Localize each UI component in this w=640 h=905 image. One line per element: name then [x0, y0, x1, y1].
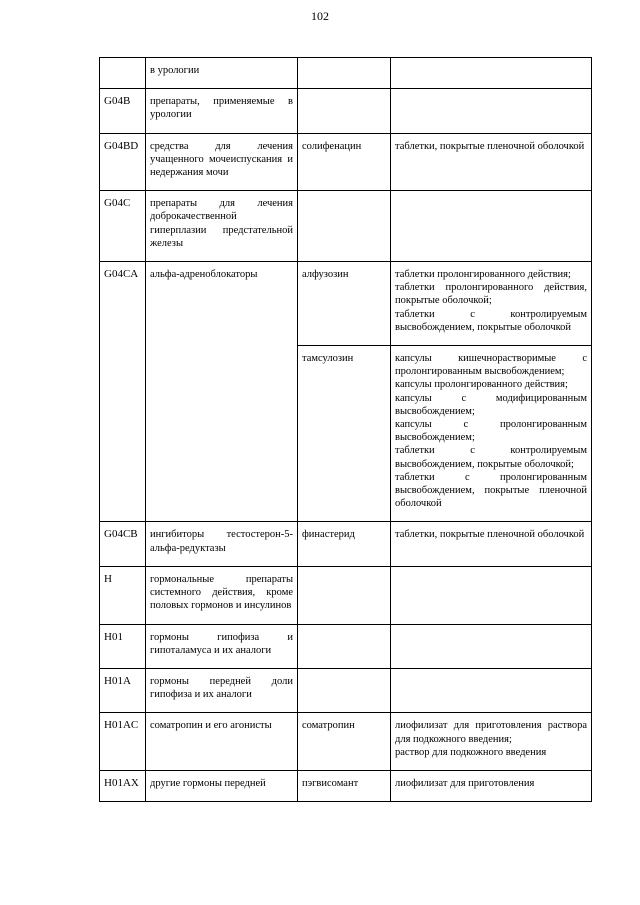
- atc-code-cell: G04CB: [100, 522, 146, 566]
- inn-cell: солифенацин: [298, 133, 391, 191]
- atc-group-name-cell: препараты для лечения доброкачественной гиперплазии предстательной железы: [146, 191, 298, 262]
- table-row: [100, 770, 592, 801]
- dosage-forms-cell: [391, 89, 592, 133]
- inn-cell: алфузозин: [298, 262, 391, 346]
- atc-code-cell: G04CA: [100, 262, 146, 522]
- page-number: 102: [311, 9, 329, 23]
- inn-cell: [298, 191, 391, 262]
- atc-group-name-cell: препараты, применяемые в урологии: [146, 89, 298, 133]
- dosage-forms-cell: лиофилизат для приготовления раствора для подкожного введения; раствор для подкожного введения: [391, 713, 592, 771]
- dosage-forms-cell: [391, 624, 592, 668]
- table-row: [100, 58, 592, 89]
- atc-group-name-cell: гормоны гипофиза и гипоталамуса и их аналоги: [146, 624, 298, 668]
- inn-cell: [298, 668, 391, 712]
- table-row: [100, 668, 592, 712]
- dosage-forms-cell: капсулы кишечнорастворимые с пролонгированным высвобождением; капсулы пролонгированного действия; капсулы с модифицированным высвобождением; капсулы с пролонгированным высвобождением; таблетки с контролируемым высвобождением, покрытые оболочкой; таблетки с пролонгированным высвобождением, покрытые пленочной оболочкой: [391, 346, 592, 522]
- atc-group-name-cell: альфа-адреноблокаторы: [146, 262, 298, 522]
- dosage-forms-cell: лиофилизат для приготовления: [391, 770, 592, 801]
- atc-code-cell: G04BD: [100, 133, 146, 191]
- atc-code-cell: H01: [100, 624, 146, 668]
- atc-code-cell: H01AX: [100, 770, 146, 801]
- atc-code-cell: G04C: [100, 191, 146, 262]
- atc-group-name-cell: ингибиторы тестостерон-5-альфа-редуктазы: [146, 522, 298, 566]
- atc-code-cell: H: [100, 566, 146, 624]
- atc-code-cell: H01A: [100, 668, 146, 712]
- atc-group-name-cell: гормоны передней доли гипофиза и их аналоги: [146, 668, 298, 712]
- inn-cell: тамсулозин: [298, 346, 391, 522]
- table-row: [100, 133, 592, 191]
- dosage-forms-cell: [391, 191, 592, 262]
- dosage-forms-cell: [391, 58, 592, 89]
- table-row: [100, 522, 592, 566]
- drug-list-table: [99, 57, 592, 802]
- inn-cell: [298, 58, 391, 89]
- dosage-forms-cell: таблетки, покрытые пленочной оболочкой: [391, 522, 592, 566]
- inn-cell: [298, 566, 391, 624]
- dosage-forms-cell: таблетки, покрытые пленочной оболочкой: [391, 133, 592, 191]
- atc-code-cell: H01AC: [100, 713, 146, 771]
- atc-group-name-cell: соматропин и его агонисты: [146, 713, 298, 771]
- inn-cell: [298, 89, 391, 133]
- atc-group-name-cell: гормональные препараты системного действия, кроме половых гормонов и инсулинов: [146, 566, 298, 624]
- table-row: [100, 191, 592, 262]
- table-row: [100, 89, 592, 133]
- dosage-forms-cell: [391, 566, 592, 624]
- table-row: [100, 566, 592, 624]
- atc-code-cell: G04B: [100, 89, 146, 133]
- table-row: [100, 262, 592, 346]
- inn-cell: соматропин: [298, 713, 391, 771]
- inn-cell: [298, 624, 391, 668]
- atc-group-name-cell: в урологии: [146, 58, 298, 89]
- dosage-forms-cell: таблетки пролонгированного действия; таблетки пролонгированного действия, покрытые оболочкой; таблетки с контролируемым высвобождением, покрытые оболочкой: [391, 262, 592, 346]
- table-row: [100, 624, 592, 668]
- table-row: [100, 713, 592, 771]
- dosage-forms-cell: [391, 668, 592, 712]
- inn-cell: пэгвисомант: [298, 770, 391, 801]
- atc-group-name-cell: другие гормоны передней: [146, 770, 298, 801]
- inn-cell: финастерид: [298, 522, 391, 566]
- atc-code-cell: [100, 58, 146, 89]
- atc-group-name-cell: средства для лечения учащенного мочеиспускания и недержания мочи: [146, 133, 298, 191]
